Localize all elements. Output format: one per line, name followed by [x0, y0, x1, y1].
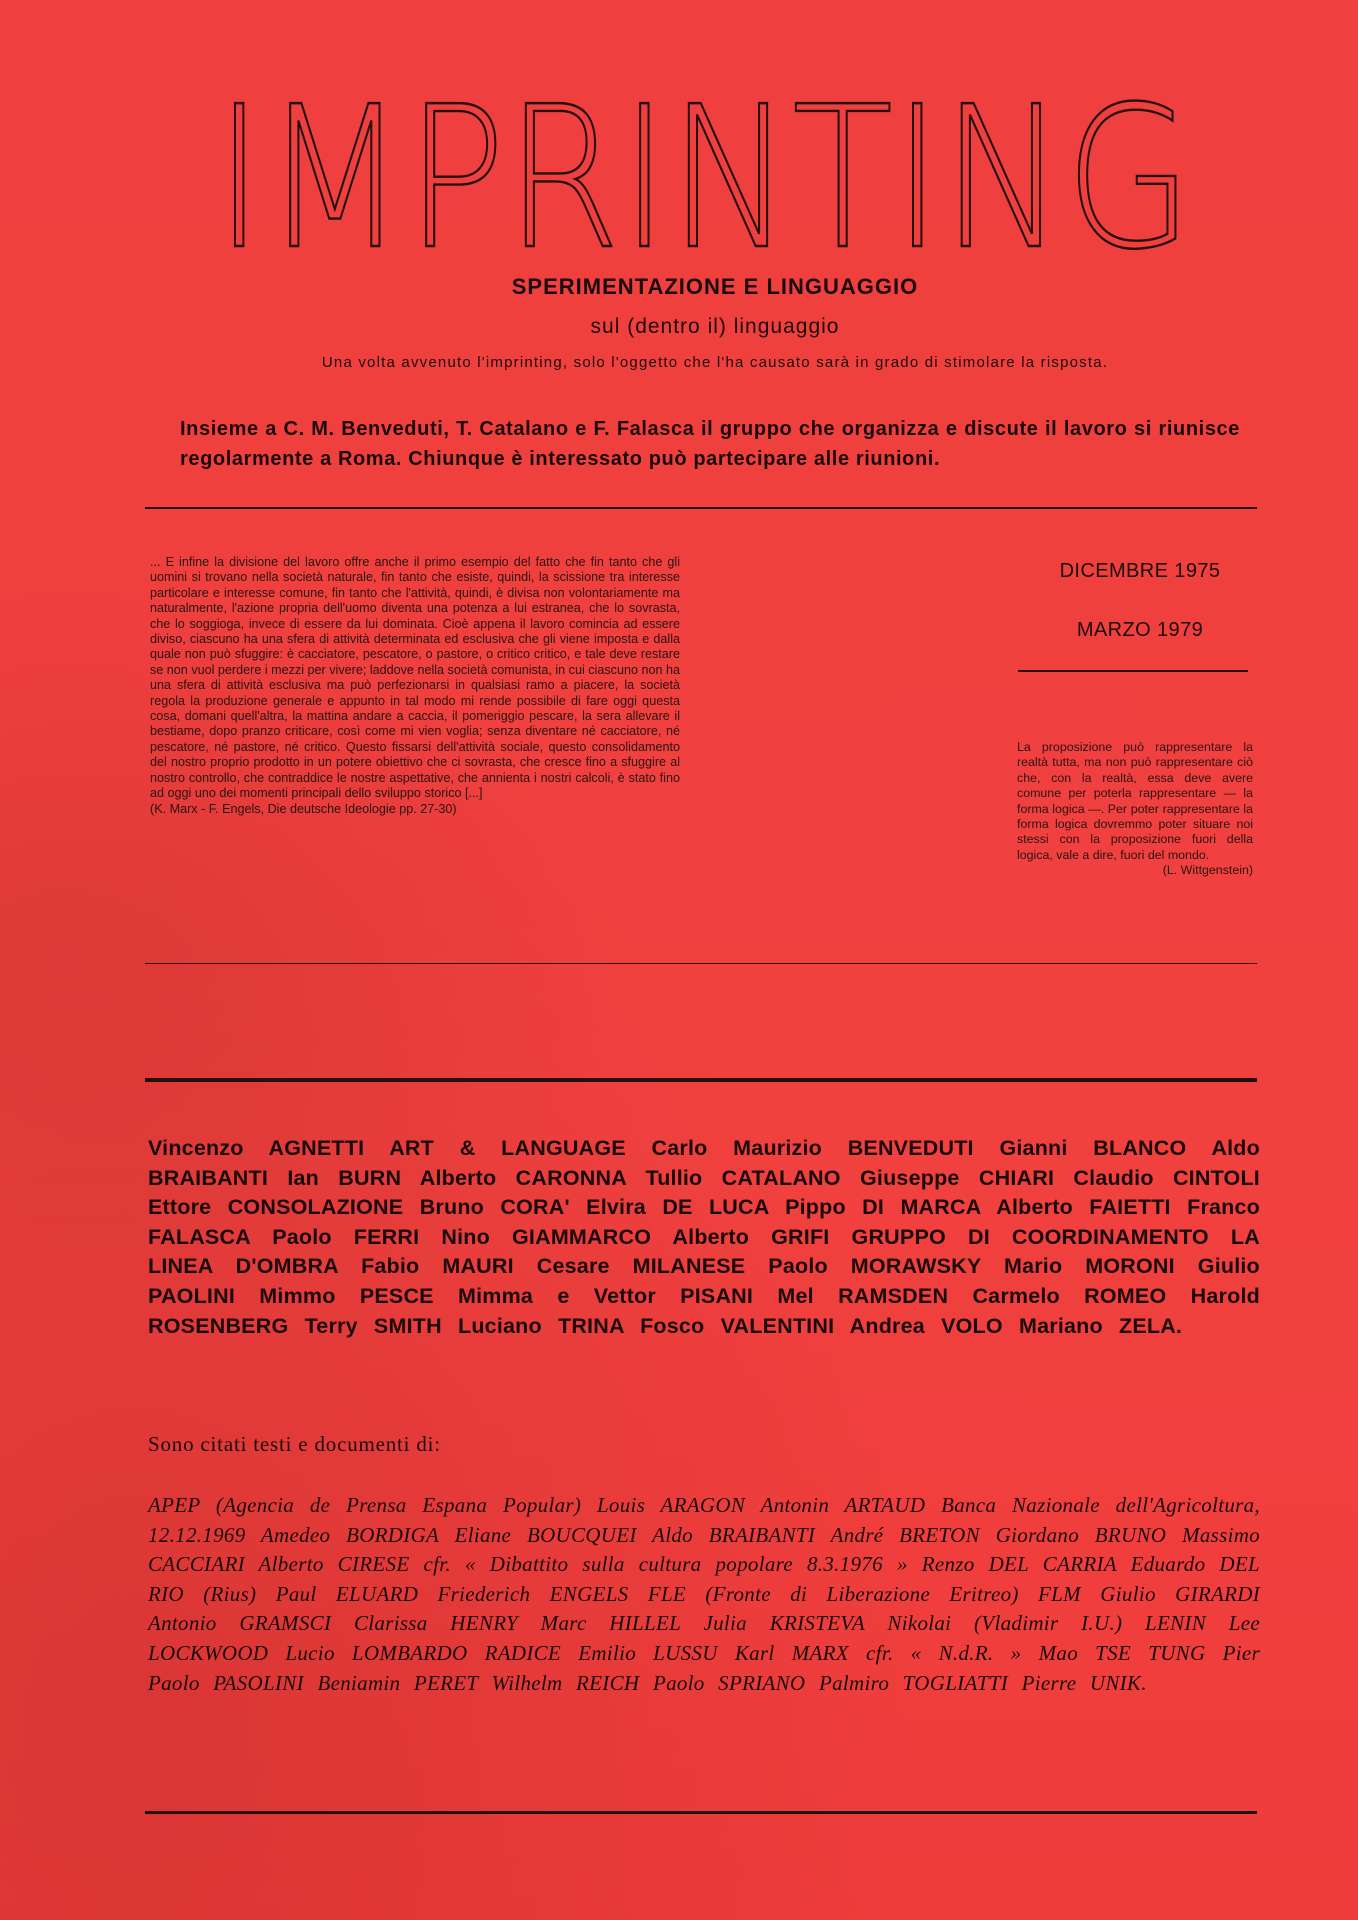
- contributor-name: Ian BURN: [287, 1165, 402, 1190]
- contributor-name: Paolo MORAWSKY: [768, 1254, 981, 1279]
- cited-source: Clarissa HENRY: [353, 1611, 518, 1636]
- contributor-name: Aldo BRAIBANTI: [148, 1136, 1260, 1190]
- contributor-name: Giuseppe CHIARI: [860, 1165, 1055, 1190]
- divider-bottom: [145, 1811, 1257, 1814]
- contributor-name: Harold ROSENBERG: [148, 1283, 1260, 1338]
- quote-wittgenstein-citation: (L. Wittgenstein): [1162, 863, 1253, 878]
- contributor-name: Franco FALASCA: [148, 1195, 1260, 1249]
- cited-source: Marc HILLEL: [540, 1611, 681, 1636]
- contributor-name: GRUPPO DI COORDINAMENTO: [851, 1224, 1209, 1249]
- cited-source: Wilhelm REICH: [491, 1670, 640, 1695]
- contributor-name: Mimma e Vettor PISANI: [458, 1283, 754, 1308]
- cited-sources-heading: Sono citati testi e documenti di:: [148, 1432, 441, 1456]
- cited-source: FLE (Fronte di Liberazione Eritreo): [647, 1581, 1019, 1606]
- contributor-name: Mariano ZELA.: [1019, 1313, 1183, 1338]
- cited-source: Giulio GIRARDI: [1100, 1581, 1260, 1606]
- cited-source: Palmiro TOGLIATTI: [818, 1670, 1009, 1695]
- contributor-name: Ettore CONSOLAZIONE: [148, 1195, 404, 1220]
- masthead-title-svg: [215, 82, 1195, 282]
- masthead-subtitle-2: sul (dentro il) linguaggio: [590, 315, 840, 338]
- cited-source: Friederich ENGELS: [437, 1581, 629, 1606]
- cited-source: Renzo DEL CARRIA: [921, 1552, 1117, 1577]
- date-first: DICEMBRE 1975: [1059, 560, 1221, 582]
- cited-source: Eduardo DEL RIO (Rius): [148, 1552, 1260, 1606]
- contributor-name: Andrea VOLO: [849, 1313, 1003, 1338]
- cited-source: Aldo BRAIBANTI: [652, 1522, 816, 1547]
- contributor-name: Tullio CATALANO: [645, 1165, 841, 1190]
- masthead-subtitle: SPERIMENTAZIONE E LINGUAGGIO: [511, 274, 919, 299]
- contributor-name: Fosco VALENTINI: [640, 1313, 835, 1338]
- group-intro: Insieme a C. M. Benveduti, T. Catalano e F. Falasca il gruppo che organizza e discute il lavoro si riunisce regolarmente a Roma. Chiunque è interessato può partecipare alle riunioni.: [180, 418, 1240, 470]
- contributor-name: Bruno CORA': [419, 1195, 570, 1220]
- date-second: MARZO 1979: [1076, 619, 1204, 641]
- contributor-name: Giulio PAOLINI: [148, 1254, 1260, 1308]
- quote-marx-citation: (K. Marx - F. Engels, Die deutsche Ideologie pp. 27-30): [150, 801, 457, 816]
- cited-source: Lucio LOMBARDO RADICE: [285, 1640, 562, 1665]
- cited-source: Giordano BRUNO: [995, 1522, 1167, 1547]
- contributor-name: Luciano TRINA: [458, 1313, 624, 1338]
- masthead-title: [215, 82, 1195, 282]
- divider-dates: [1018, 670, 1248, 672]
- contributor-name: Claudio CINTOLI: [1073, 1165, 1260, 1190]
- cited-source: Paul ELUARD: [275, 1581, 419, 1606]
- contributor-name: Alberto GRIFI: [672, 1224, 830, 1249]
- masthead-epigraph: Una volta avvenuto l'imprinting, solo l'oggetto che l'ha causato sarà in grado di stimolare la risposta.: [321, 354, 1109, 371]
- cited-source: FLM: [1038, 1581, 1081, 1606]
- cited-source: Alberto CIRESE: [258, 1552, 410, 1577]
- cited-source: Lee LOCKWOOD: [148, 1611, 1260, 1665]
- masthead-title-text: IMPRINTING: [215, 82, 1193, 282]
- cited-source: Antonin ARTAUD: [760, 1493, 926, 1517]
- contributor-name: Vincenzo AGNETTI: [148, 1136, 365, 1160]
- contributor-name: Nino GIAMMARCO: [441, 1224, 652, 1249]
- cited-source: Julia KRISTEVA: [703, 1611, 865, 1636]
- quote-marx-text: ... E infine la divisione del lavoro offre anche il primo esempio del fatto che fin tanto che gli uomini si trovano nella società naturale, fin tanto che esiste, quindi, la scissione tra interesse particolare e interesse comune, fin tanto che l'attività, quindi, è divisa non volontariamente ma naturalmente, l'azione propria dell'uomo diventa una potenza a lui estranea, che lo sovrasta, che lo soggioga, invece di essere da lui dominata. Cioè appena il lavoro comincia ad essere diviso, ciascuno ha una sfera di attività determinata ed esclusiva che gli viene imposta e dalla quale non può sfuggire: è cacciatore, pescatore, o pastore, o critico critico, e tale deve restare se non vuol perdere i mezzi per vivere; laddove nella società comunista, in cui ciascuno non ha una sfera di attività esclusiva ma può perfezionarsi in qualsiasi ramo a piacere, la società regola la produzione generale e appunto in tal modo mi rende possibile di fare oggi questa cosa, domani quell'altra, la mattina andare a caccia, il pomeriggio pescare, la sera allevare il bestiame, dopo pranzo criticare, così come mi vien voglia; senza diventare né cacciatore, né pescatore, né pastore, né critico. Questo fissarsi dell'attività sociale, questo consolidamento del nostro proprio prodotto in un potere obiettivo che ci sovrasta, che cresce fino a sfuggire al nostro controllo, che contraddice le nostre aspettative, che annienta i nostri calcoli, è stato fino ad oggi uno dei momenti principali dello sviluppo storico [...]: [150, 555, 680, 801]
- cited-source: Karl MARX: [734, 1640, 849, 1665]
- cited-source: Paolo SPRIANO: [652, 1670, 806, 1695]
- cited-source: Beniamin PERET: [317, 1670, 479, 1695]
- cited-source: APEP (Agencia de Prensa Espana Popular): [148, 1493, 582, 1517]
- cited-source: Louis ARAGON: [596, 1493, 746, 1517]
- quote-wittgenstein-text: La proposizione può rappresentare la realtà tutta, ma non può rappresentare ciò che, con la realtà, essa deve avere comune per poterla rappresentare — la forma logica —. Per poter rappresentare la forma logica dovremmo poter situare noi stessi con la proposizione fuori della logica, vale a dire, fuori del mondo.: [1017, 740, 1253, 862]
- cited-source: Mao TSE TUNG: [1038, 1640, 1206, 1665]
- quote-marx: [150, 555, 680, 817]
- cited-source: Banca Nazionale dell'Agricoltura, 12.12.1969: [148, 1493, 1260, 1547]
- contributor-name: Elvira DE LUCA: [586, 1195, 769, 1220]
- contributor-name: Alberto CARONNA: [419, 1165, 627, 1190]
- cited-source: Eliane BOUCQUEI: [454, 1522, 637, 1547]
- contributors-list: [148, 1134, 1260, 1341]
- divider-middle: [145, 963, 1257, 964]
- contributor-name: Cesare MILANESE: [536, 1254, 746, 1279]
- contributor-name: Fabio MAURI: [361, 1254, 514, 1279]
- cited-source: cfr. « N.d.R. »: [866, 1640, 1022, 1665]
- contributor-name: Pippo DI MARCA: [785, 1195, 981, 1220]
- cited-source: André BRETON: [830, 1522, 980, 1547]
- cited-source: Antonio GRAMSCI: [148, 1611, 332, 1636]
- contributor-name: Mimmo PESCE: [259, 1283, 434, 1308]
- contributor-name: Carlo Maurizio BENVEDUTI: [651, 1136, 974, 1160]
- cited-source: Emilio LUSSU: [578, 1640, 718, 1665]
- contributor-name: Mel RAMSDEN: [777, 1283, 949, 1308]
- contributor-name: Alberto FAIETTI: [996, 1195, 1171, 1220]
- contributor-name: LA LINEA D'OMBRA: [148, 1224, 1260, 1279]
- contributor-name: Mario MORONI: [1003, 1254, 1175, 1279]
- cited-source: Pierre UNIK.: [1021, 1670, 1147, 1695]
- cited-source: Pier Paolo PASOLINI: [148, 1640, 1260, 1695]
- contributor-name: Gianni BLANCO: [999, 1136, 1187, 1160]
- contributor-name: ART & LANGUAGE: [389, 1136, 626, 1160]
- cited-source: cfr. « Dibattito sulla cultura popolare 8.3.1976 »: [423, 1552, 908, 1577]
- quote-wittgenstein: [1017, 740, 1253, 879]
- cited-source: Massimo CACCIARI: [148, 1522, 1260, 1577]
- cited-source: Amedeo BORDIGA: [260, 1522, 439, 1547]
- contributor-name: Terry SMITH: [304, 1313, 442, 1338]
- contributor-name: Paolo FERRI: [272, 1224, 420, 1249]
- divider-contributors: [145, 1078, 1257, 1082]
- cited-sources-list: [148, 1491, 1260, 1698]
- divider-top: [145, 507, 1257, 509]
- cited-source: Nikolai (Vladimir I.U.) LENIN: [887, 1611, 1207, 1636]
- contributor-name: Carmelo ROMEO: [972, 1283, 1167, 1308]
